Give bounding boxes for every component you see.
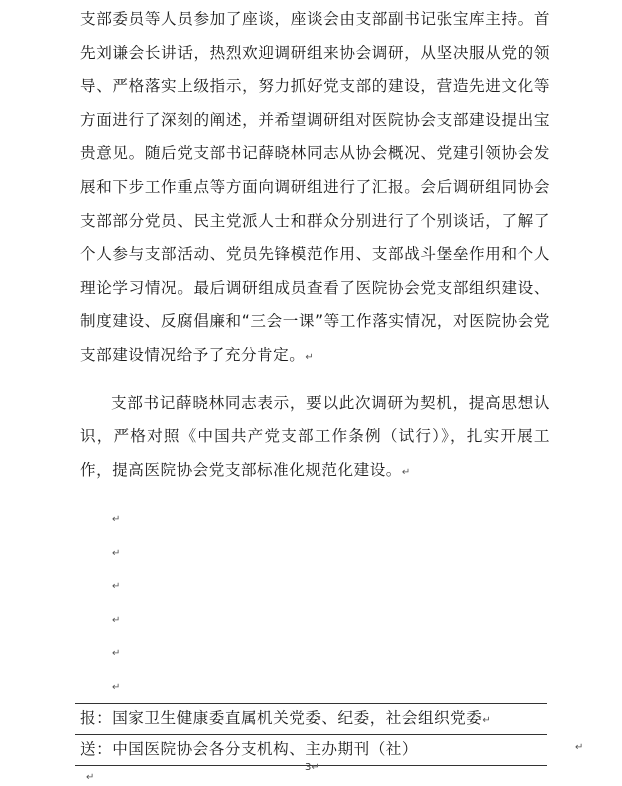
page-number-mark-icon: ↵ (311, 762, 320, 773)
top-rule (75, 703, 547, 704)
report-to-text: 报：国家卫生健康委直属机关党委、纪委，社会组织党委 (80, 709, 483, 727)
paragraph-1 (80, 3, 550, 375)
body-text (80, 3, 550, 489)
blank-line-mark-icon: ↵ (112, 514, 121, 525)
blank-line-mark-icon: ↵ (112, 648, 121, 660)
paragraph-mark-icon: ↵ (401, 466, 411, 478)
paragraph-mark-icon: ↵ (305, 351, 314, 363)
send-to-text: 送：中国医院协会各分支机构、主办期刊（社） (80, 740, 418, 758)
paragraph-2 (80, 387, 550, 490)
paragraph-2-text: 支部书记薛晓林同志表示，要以此次调研为契机，提高思想认识，严格对照《中国共产党支部工作条例（试行）》，扎实开展工作，提高医院协会党支部标准化规范化建设。 (80, 393, 550, 479)
blank-line-mark-icon: ↵ (112, 614, 121, 626)
paragraph-1-text: 支部委员等人员参加了座谈，座谈会由支部副书记张宝库主持。首先刘谦会长讲话，热烈欢迎调研组来协会调研，从坚决服从党的领导、严格落实上级指示，努力抓好党支部的建设，营造先进文化等方面进行了深刻的阐述，并希望调研组对医院协会支部建设提出宝贵意见。随后党支部书记薛晓林同志从协会概况、党建引领协会发展和下步工作重点等方面向调研组进行了汇报。会后调研组同协会支部部分党员、民主党派人士和群众分别进行了个别谈话，了解了个人参与支部活动、党员先锋模范作用、支部战斗堡垒作用和个人理论学习情况。最后调研组成员查看了医院协会党支部组织建设、制度建设、反腐倡廉和“三会一课”等工作落实情况，对医院协会党支部建设情况给予了充分肯定。 (80, 10, 550, 364)
blank-line-mark-icon: ↵ (112, 547, 121, 559)
paragraph-mark-icon: ↵ (86, 772, 95, 783)
blank-line-mark-icon: ↵ (112, 681, 121, 693)
blank-lines (112, 510, 152, 712)
send-to-line (80, 739, 550, 759)
paragraph-mark-icon: ↵ (482, 715, 491, 726)
blank-line-mark-icon: ↵ (112, 581, 121, 593)
paragraph-mark-icon: ↵ (575, 742, 584, 753)
page-number (305, 762, 320, 773)
page-number-text: 3 (305, 762, 312, 773)
report-to-line (80, 708, 550, 731)
middle-rule (75, 734, 547, 735)
